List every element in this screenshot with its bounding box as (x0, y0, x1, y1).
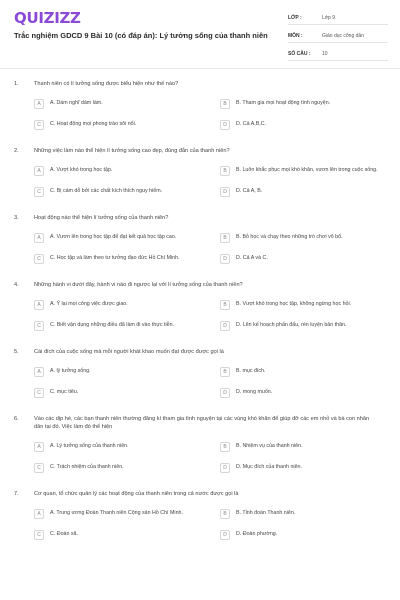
option-text: C. Biết vận dụng những điều đã làm đi vào thực tiễn. (50, 322, 174, 329)
answer-options (0, 439, 400, 476)
option-letter-box[interactable]: D (220, 463, 230, 473)
option-text: D. Cả A,B,C. (236, 121, 267, 128)
question-number: 3. (14, 215, 19, 221)
answer-option[interactable] (34, 439, 214, 455)
option-letter-box[interactable]: A (34, 300, 44, 310)
option-letter-box[interactable]: D (220, 321, 230, 331)
answer-option[interactable] (220, 297, 400, 313)
worksheet-title: Trắc nghiệm GDCD 9 Bài 10 (có đáp án): Lý tưởng sống của thanh niên (14, 31, 268, 40)
answer-option[interactable] (220, 527, 400, 543)
question-text: Cái đích của cuộc sống mà mỗi người khát khao muốn đạt được được gọi là (34, 349, 224, 355)
option-letter-box[interactable]: B (220, 509, 230, 519)
answer-option[interactable] (220, 506, 400, 522)
question-item (0, 415, 400, 476)
answer-option[interactable] (220, 460, 400, 476)
option-letter-box[interactable]: B (220, 367, 230, 377)
option-letter-box[interactable]: A (34, 442, 44, 452)
question-number: 4. (14, 282, 19, 288)
question-header (0, 348, 400, 356)
meta-label: SỐ CÂU : (288, 50, 311, 57)
answer-option[interactable] (220, 230, 400, 246)
option-letter-box[interactable]: C (34, 388, 44, 398)
answer-option[interactable] (34, 96, 214, 112)
option-text: B. Tỉnh đoàn Thanh niên. (236, 510, 296, 517)
option-text: D. Lên kế hoạch phấn đấu, rèn luyện bản thân. (236, 322, 347, 329)
answer-option[interactable] (34, 184, 214, 200)
option-letter-box[interactable]: C (34, 530, 44, 540)
option-letter-box[interactable]: D (220, 530, 230, 540)
option-letter-box[interactable]: C (34, 187, 44, 197)
question-item (0, 147, 400, 200)
answer-options (0, 96, 400, 133)
option-letter-box[interactable]: C (34, 120, 44, 130)
question-number: 7. (14, 491, 19, 497)
option-text: C. Hoạt động mọi phong trào sôi nổi. (50, 121, 137, 128)
option-letter-box[interactable]: A (34, 233, 44, 243)
question-number: 1. (14, 81, 19, 87)
answer-option[interactable] (34, 251, 214, 267)
answer-options (0, 297, 400, 334)
option-letter-box[interactable]: D (220, 120, 230, 130)
answer-option[interactable] (34, 117, 214, 133)
answer-option[interactable] (34, 385, 214, 401)
option-letter-box[interactable]: B (220, 442, 230, 452)
question-text: Những hành vi dưới đây, hành vi nào đi ngược lại với lí tưởng sống của thanh niên? (34, 282, 243, 288)
answer-option[interactable] (34, 506, 214, 522)
question-text: Thanh niên có lí tưởng sống được biểu hiện như thế nào? (34, 81, 179, 87)
question-number: 6. (14, 416, 19, 422)
option-text: B. Vượt khó trong học tập, không ngừng học hỏi. (236, 301, 352, 308)
meta-value: Lớp 9 (322, 14, 336, 21)
option-text: B. Bỏ học và chạy theo những trò chơi vô bổ. (236, 234, 343, 241)
option-text: D. Cả A và C. (236, 255, 268, 262)
meta-row (288, 11, 388, 25)
option-letter-box[interactable]: C (34, 321, 44, 331)
option-letter-box[interactable]: B (220, 99, 230, 109)
meta-value: Giáo dục công dân (322, 32, 364, 39)
question-text: Hoạt động nào thể hiện lí tưởng sống của thanh niên? (34, 215, 169, 221)
meta-label: LỚP : (288, 14, 302, 21)
option-text: A. Trung ương Đoàn Thanh niên Cộng sản Hồ Chí Minh. (50, 510, 183, 517)
option-letter-box[interactable]: C (34, 254, 44, 264)
answer-option[interactable] (220, 318, 400, 334)
meta-row (288, 29, 388, 43)
quizizz-logo: QUIZIZZ (14, 9, 81, 27)
option-text: D. Cả A, B. (236, 188, 263, 195)
question-number: 2. (14, 148, 19, 154)
answer-option[interactable] (34, 527, 214, 543)
question-text: Vào các dịp hè, các bạn thanh niên thường đăng kí tham gia tình nguyện tại các vùng khó khăn để giúp đỡ các em nhỏ và bà con nhân dân tại đó. Việc làm đó thể hiện (34, 416, 370, 430)
question-item (0, 490, 400, 543)
question-header (0, 490, 400, 498)
answer-options (0, 163, 400, 200)
option-letter-box[interactable]: D (220, 187, 230, 197)
question-item (0, 214, 400, 267)
answer-option[interactable] (34, 460, 214, 476)
option-text: D. mong muốn. (236, 389, 273, 396)
option-text: C. mục tiêu. (50, 389, 79, 396)
worksheet-meta (288, 11, 388, 65)
meta-row (288, 47, 388, 61)
answer-option[interactable] (220, 96, 400, 112)
option-text: C. Bị cám dỗ bởi các chất kích thích nguy hiểm. (50, 188, 163, 195)
answer-option[interactable] (220, 364, 400, 380)
meta-value: 10 (322, 50, 328, 57)
answer-option[interactable] (220, 385, 400, 401)
option-letter-box[interactable]: A (34, 509, 44, 519)
question-text: Cơ quan, tổ chức quản lý các hoạt động của thanh niên trong cả nước được gọi là (34, 491, 239, 497)
option-text: A. Vươn lên trong học tập để đạt kết quả học tập cao. (50, 234, 177, 241)
option-text: C. Đoàn xã. (50, 531, 78, 538)
meta-label: MÔN : (288, 32, 303, 39)
option-text: B. Tham gia mọi hoạt động tình nguyện. (236, 100, 331, 107)
option-text: A. Vượt khó trong học tập. (50, 167, 113, 174)
option-text: A. Ỷ lại mọi công việc được giao. (50, 301, 128, 308)
option-letter-box[interactable]: A (34, 166, 44, 176)
answer-options (0, 364, 400, 401)
answer-options (0, 230, 400, 267)
option-text: A. Lý tưởng sống của thanh niên. (50, 443, 129, 450)
answer-option[interactable] (34, 163, 214, 179)
question-text: Những việc làm nào thể hiện lí tưởng sống cao đẹp, đúng đắn của thanh niên? (34, 148, 230, 154)
question-item (0, 281, 400, 334)
question-header (0, 214, 400, 222)
answer-option[interactable] (220, 117, 400, 133)
option-letter-box[interactable]: B (220, 300, 230, 310)
answer-option[interactable] (220, 163, 400, 179)
option-letter-box[interactable]: B (220, 166, 230, 176)
option-letter-box[interactable]: C (34, 463, 44, 473)
answer-option[interactable] (34, 297, 214, 313)
header-divider (0, 68, 400, 69)
worksheet-header (0, 0, 400, 68)
option-letter-box[interactable]: A (34, 99, 44, 109)
option-letter-box[interactable]: D (220, 388, 230, 398)
answer-option[interactable] (34, 230, 214, 246)
answer-option[interactable] (220, 184, 400, 200)
question-item (0, 348, 400, 401)
question-header (0, 281, 400, 289)
option-text: A. lý tưởng sống. (50, 368, 91, 375)
question-header (0, 147, 400, 155)
question-header (0, 80, 400, 88)
answer-option[interactable] (34, 364, 214, 380)
answer-option[interactable] (34, 318, 214, 334)
option-text: B. Nhiệm vụ của thanh niên. (236, 443, 303, 450)
question-item (0, 80, 400, 133)
answer-option[interactable] (220, 251, 400, 267)
question-number: 5. (14, 349, 19, 355)
option-text: D. Mục đích của thanh niên. (236, 464, 302, 471)
option-text: C. Học tập và làm theo tư tưởng đạo đức Hồ Chí Minh. (50, 255, 180, 262)
answer-options (0, 506, 400, 543)
question-list (0, 80, 400, 557)
question-header (0, 415, 400, 431)
option-letter-box[interactable]: A (34, 367, 44, 377)
answer-option[interactable] (220, 439, 400, 455)
option-text: D. Đoàn phường. (236, 531, 278, 538)
option-letter-box[interactable]: D (220, 254, 230, 264)
option-text: C. Trách nhiệm của thanh niên. (50, 464, 124, 471)
option-text: A. Dám nghĩ dám làm. (50, 100, 103, 107)
option-text: B. mục đích. (236, 368, 266, 375)
option-text: B. Luôn khắc phục mọi khó khăn, vươn lên trong cuộc sống. (236, 167, 378, 174)
option-letter-box[interactable]: B (220, 233, 230, 243)
